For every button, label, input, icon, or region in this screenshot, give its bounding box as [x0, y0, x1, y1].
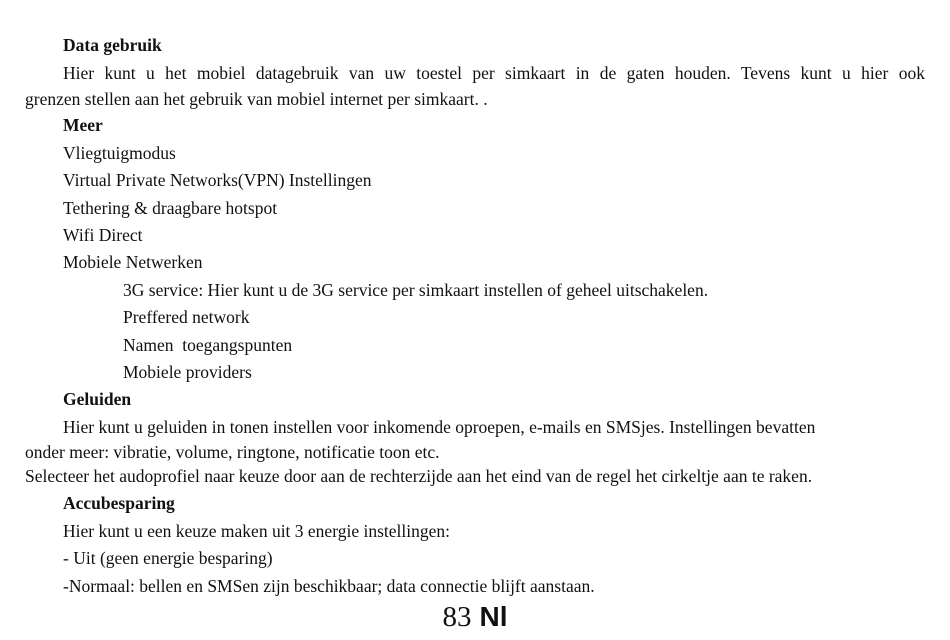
mobiele-netwerken-sub-preferred-network: Preffered network: [123, 307, 250, 327]
mobiele-netwerken-sub-3g-service: 3G service: Hier kunt u de 3G service per simkaart instellen of geheel uitschakelen.: [123, 280, 709, 300]
page-number: 83: [442, 601, 472, 633]
meer-item-tethering: Tethering & draagbare hotspot: [63, 198, 278, 218]
data-gebruik-paragraph-line-2: grenzen stellen aan het gebruik van mobiel internet per simkaart. .: [25, 89, 488, 109]
accubesparing-option-normaal: -Normaal: bellen en SMSen zijn beschikbaar; data connectie blijft aanstaan.: [63, 576, 595, 596]
meer-item-wifi-direct: Wifi Direct: [63, 225, 143, 245]
geluiden-paragraph-line-3: Selecteer het audoprofiel naar keuze door aan de rechterzijde aan het eind van de regel het cirkeltje aan te raken.: [25, 466, 813, 486]
geluiden-paragraph-line-1: Hier kunt u geluiden in tonen instellen voor inkomende oproepen, e-mails en SMSjes. Instellingen bevatten: [63, 417, 816, 437]
mobiele-netwerken-sub-providers: Mobiele providers: [123, 362, 252, 382]
meer-item-mobiele-netwerken: Mobiele Netwerken: [63, 252, 203, 272]
mobiele-netwerken-sub-toegangspunten: Namen toegangspunten: [123, 335, 293, 355]
data-gebruik-paragraph-line-1: Hier kunt u het mobiel datagebruik van uw toestel per simkaart in de gaten houden. Tevens kunt u hier ook: [63, 63, 925, 83]
accubesparing-option-uit: - Uit (geen energie besparing): [63, 548, 273, 568]
language-code: Nl: [479, 601, 508, 632]
heading-geluiden: Geluiden: [63, 389, 132, 409]
meer-item-vliegtuigmodus: Vliegtuigmodus: [63, 143, 176, 163]
page-footer: [0, 600, 950, 637]
accubesparing-intro: Hier kunt u een keuze maken uit 3 energie instellingen:: [63, 521, 450, 541]
heading-meer: Meer: [63, 115, 103, 135]
meer-item-vpn: Virtual Private Networks(VPN) Instellingen: [63, 170, 372, 190]
heading-accubesparing: Accubesparing: [63, 493, 175, 513]
geluiden-paragraph-line-2: onder meer: vibratie, volume, ringtone, notificatie toon etc.: [25, 442, 440, 462]
heading-data-gebruik: Data gebruik: [63, 35, 162, 55]
